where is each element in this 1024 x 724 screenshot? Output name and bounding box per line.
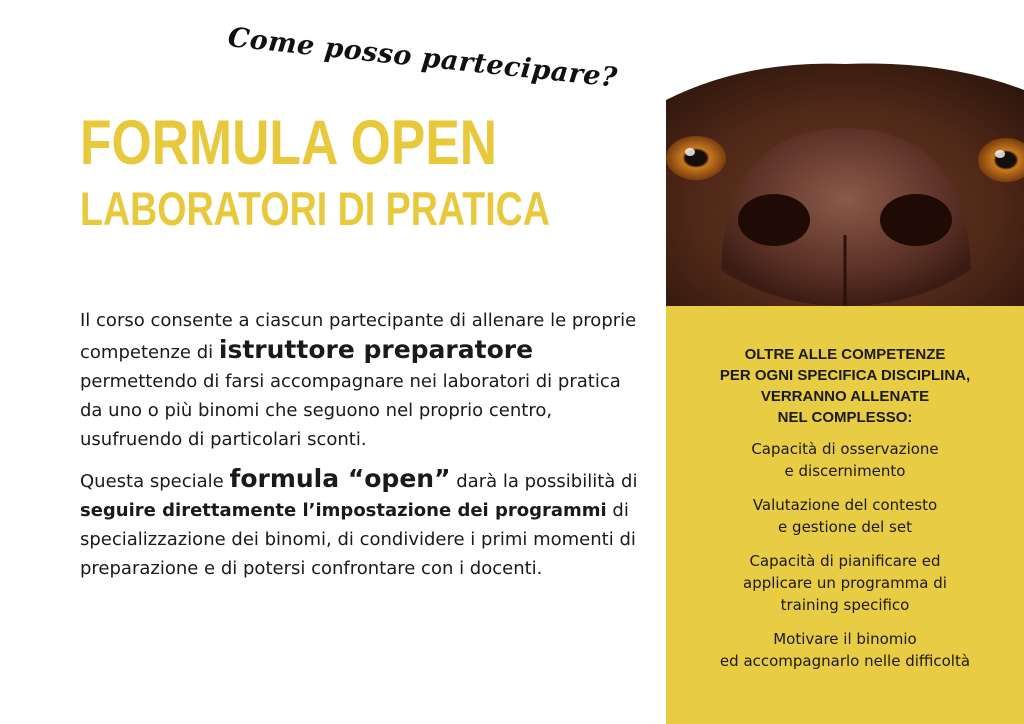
page-title: [80, 108, 640, 235]
item-line: Capacità di pianificare ed: [749, 552, 941, 570]
item-line: ed accompagnarlo nelle difficoltà: [719, 652, 971, 670]
competenza-item: [666, 438, 1024, 482]
item-line: Motivare il binomio: [773, 630, 917, 648]
competenza-item: [666, 628, 1024, 672]
item-line: Valutazione del contesto: [752, 496, 938, 514]
heading-line: PER OGNI SPECIFICA DISCIPLINA,: [719, 367, 971, 384]
p1-text-a: Il corso consente a ciascun partecipante di allenare le proprie competenze di: [80, 310, 637, 363]
script-title: Come posso partecipare?: [226, 22, 619, 94]
title-line-1: FORMULA OPEN: [80, 108, 498, 178]
p1-bold: istruttore preparatore: [218, 335, 534, 364]
competenze-box: [666, 306, 1024, 724]
p2-bold-2: seguire direttamente l’impostazione dei programmi: [80, 500, 607, 521]
competenze-heading: [666, 344, 1024, 428]
heading-line: NEL COMPLESSO:: [777, 409, 913, 426]
body-text: [80, 306, 640, 593]
title-line-2: LABORATORI DI PRATICA: [80, 182, 550, 235]
item-line: e gestione del set: [778, 518, 912, 536]
heading-line: VERRANNO ALLENATE: [760, 388, 930, 405]
paragraph-1: [80, 306, 640, 454]
dog-nose-photo: [666, 60, 1024, 306]
p1-text-b: permettendo di farsi accompagnare nei laboratori di pratica da uno o più binomi che seguono nel proprio centro, usufruendo di particolari sconti.: [80, 371, 621, 450]
competenza-item: [666, 494, 1024, 538]
p2-bold-1: formula “open”: [229, 464, 451, 493]
paragraph-2: [80, 464, 640, 583]
item-line: e discernimento: [784, 462, 906, 480]
p2-text-a: Questa speciale: [80, 471, 230, 492]
competenza-item: [666, 550, 1024, 616]
dog-nose-image: [666, 60, 1024, 306]
p2-text-b: darà la possibilità di: [450, 471, 638, 492]
item-line: applicare un programma di: [743, 574, 947, 592]
item-line: Capacità di osservazione: [751, 440, 939, 458]
p2-text-c: di specializzazione dei binomi, di condividere i primi momenti di preparazione e di potersi confrontare con i docenti.: [80, 500, 636, 579]
item-line: training specifico: [780, 596, 910, 614]
heading-line: OLTRE ALLE COMPETENZE: [744, 346, 946, 363]
